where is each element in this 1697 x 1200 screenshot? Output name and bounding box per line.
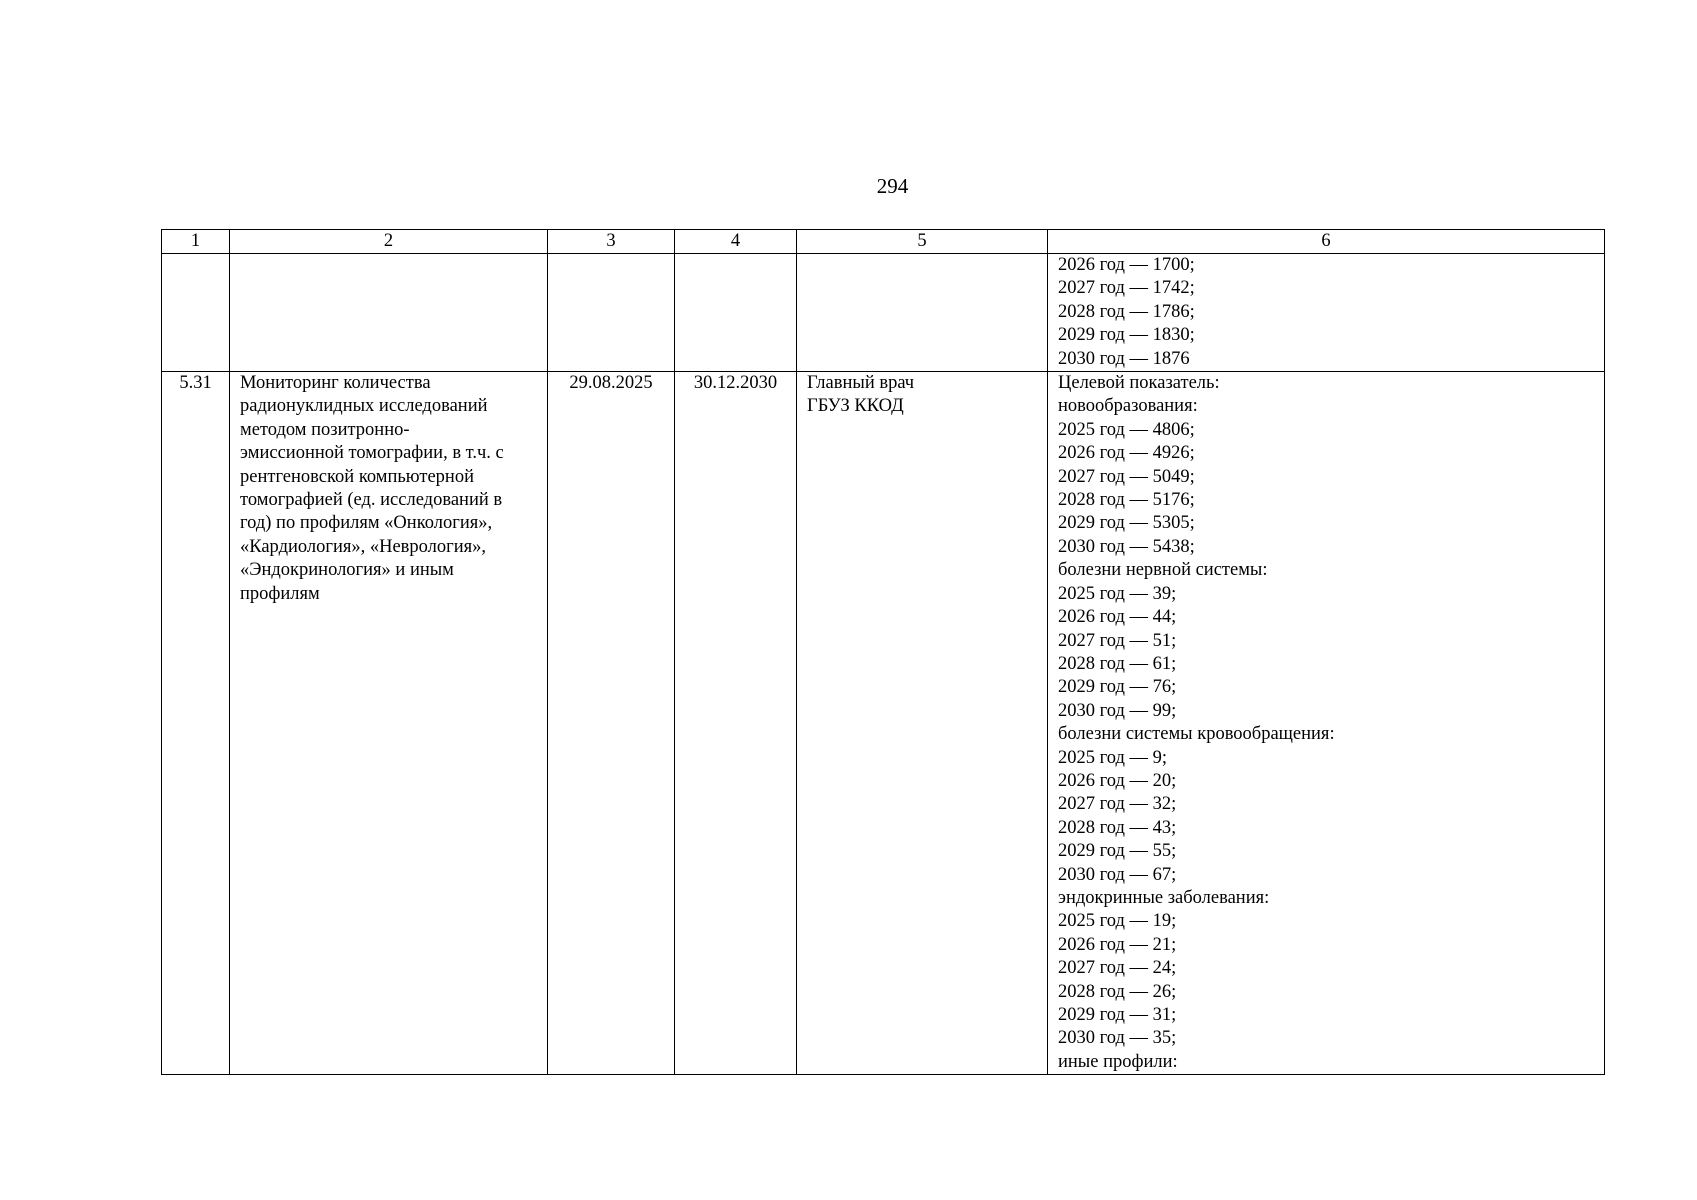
indicator-line: болезни системы кровообращения: xyxy=(1058,724,1335,745)
cell-empty xyxy=(162,254,230,372)
indicator-line: 2025 год — 9; xyxy=(1058,747,1168,768)
cell-end-date: 30.12.2030 xyxy=(675,372,797,1075)
cell-indicators xyxy=(1048,372,1605,1075)
indicator-line: 2026 год — 1700; xyxy=(1058,255,1195,275)
indicator-line: 2026 год — 44; xyxy=(1058,607,1177,628)
description-line: эмиссионной томографии, в т.ч. с xyxy=(240,443,504,464)
indicator-line: 2028 год — 61; xyxy=(1058,653,1177,674)
indicator-line: 2025 год — 4806; xyxy=(1058,419,1195,440)
indicator-line: болезни нервной системы: xyxy=(1058,560,1268,581)
header-col-4: 4 xyxy=(675,230,797,254)
table-row-continuation xyxy=(162,254,1605,372)
indicator-line: 2030 год — 67; xyxy=(1058,864,1177,885)
description-line: рентгеновской компьютерной xyxy=(240,466,474,487)
header-col-6: 6 xyxy=(1048,230,1605,254)
indicator-line: 2029 год — 31; xyxy=(1058,1005,1177,1025)
indicator-line: иные профили: xyxy=(1058,1051,1178,1072)
indicator-line: 2028 год — 26; xyxy=(1058,981,1177,1002)
cell-empty xyxy=(797,254,1048,372)
indicator-line: 2030 год — 35; xyxy=(1058,1028,1177,1049)
cell-empty xyxy=(230,254,548,372)
indicator-line: 2027 год — 1742; xyxy=(1058,278,1195,299)
measures-table xyxy=(161,229,1605,1075)
indicator-line: 2030 год — 1876 xyxy=(1058,348,1190,369)
header-col-1: 1 xyxy=(162,230,230,254)
header-col-3: 3 xyxy=(548,230,675,254)
cell-empty xyxy=(675,254,797,372)
description-line: Мониторинг количества xyxy=(240,373,431,394)
indicator-line: 2025 год — 19; xyxy=(1058,911,1177,932)
indicator-line: 2025 год — 39; xyxy=(1058,583,1177,604)
indicator-line: 2028 год — 1786; xyxy=(1058,301,1195,322)
responsible-line: Главный врач xyxy=(807,373,915,394)
indicator-line: 2026 год — 21; xyxy=(1058,934,1177,955)
indicator-line: новообразования: xyxy=(1058,396,1198,417)
description-line: «Кардиология», «Неврология», xyxy=(240,536,487,557)
cell-indicators-continued xyxy=(1048,254,1605,372)
indicator-line: 2027 год — 5049; xyxy=(1058,466,1195,487)
header-col-5: 5 xyxy=(797,230,1048,254)
cell-start-date: 29.08.2025 xyxy=(548,372,675,1075)
cell-item-number: 5.31 xyxy=(162,372,230,1075)
indicator-line: 2026 год — 20; xyxy=(1058,770,1177,791)
indicator-line: 2029 год — 76; xyxy=(1058,677,1177,698)
description-line: томографией (ед. исследований в xyxy=(240,490,503,511)
indicator-line: 2027 год — 32; xyxy=(1058,794,1177,815)
indicator-line: 2029 год — 55; xyxy=(1058,841,1177,862)
cell-empty xyxy=(548,254,675,372)
indicator-line: Целевой показатель: xyxy=(1058,373,1220,394)
indicator-line: 2030 год — 5438; xyxy=(1058,536,1195,557)
indicator-line: 2029 год — 5305; xyxy=(1058,513,1195,534)
cell-responsible xyxy=(797,372,1048,1075)
description-line: год) по профилям «Онкология», xyxy=(240,513,493,534)
header-row xyxy=(162,230,1605,254)
indicator-line: 2026 год — 4926; xyxy=(1058,443,1195,464)
description-line: профилям xyxy=(240,583,320,604)
description-line: «Эндокринология» и иным xyxy=(240,560,454,581)
description-line: методом позитронно- xyxy=(240,419,410,440)
header-col-2: 2 xyxy=(230,230,548,254)
indicator-line: 2028 год — 43; xyxy=(1058,817,1177,838)
page-number: 294 xyxy=(876,174,909,198)
description-line: радионуклидных исследований xyxy=(240,396,488,417)
indicator-line: 2027 год — 24; xyxy=(1058,958,1177,979)
indicator-line: 2029 год — 1830; xyxy=(1058,325,1195,346)
table-row-5-31 xyxy=(162,372,1605,1075)
indicator-line: 2030 год — 99; xyxy=(1058,700,1177,721)
indicator-line: 2028 год — 5176; xyxy=(1058,490,1195,511)
cell-description xyxy=(230,372,548,1075)
indicator-line: 2027 год — 51; xyxy=(1058,630,1177,651)
responsible-line: ГБУЗ ККОД xyxy=(807,396,904,417)
indicator-line: эндокринные заболевания: xyxy=(1058,887,1270,908)
